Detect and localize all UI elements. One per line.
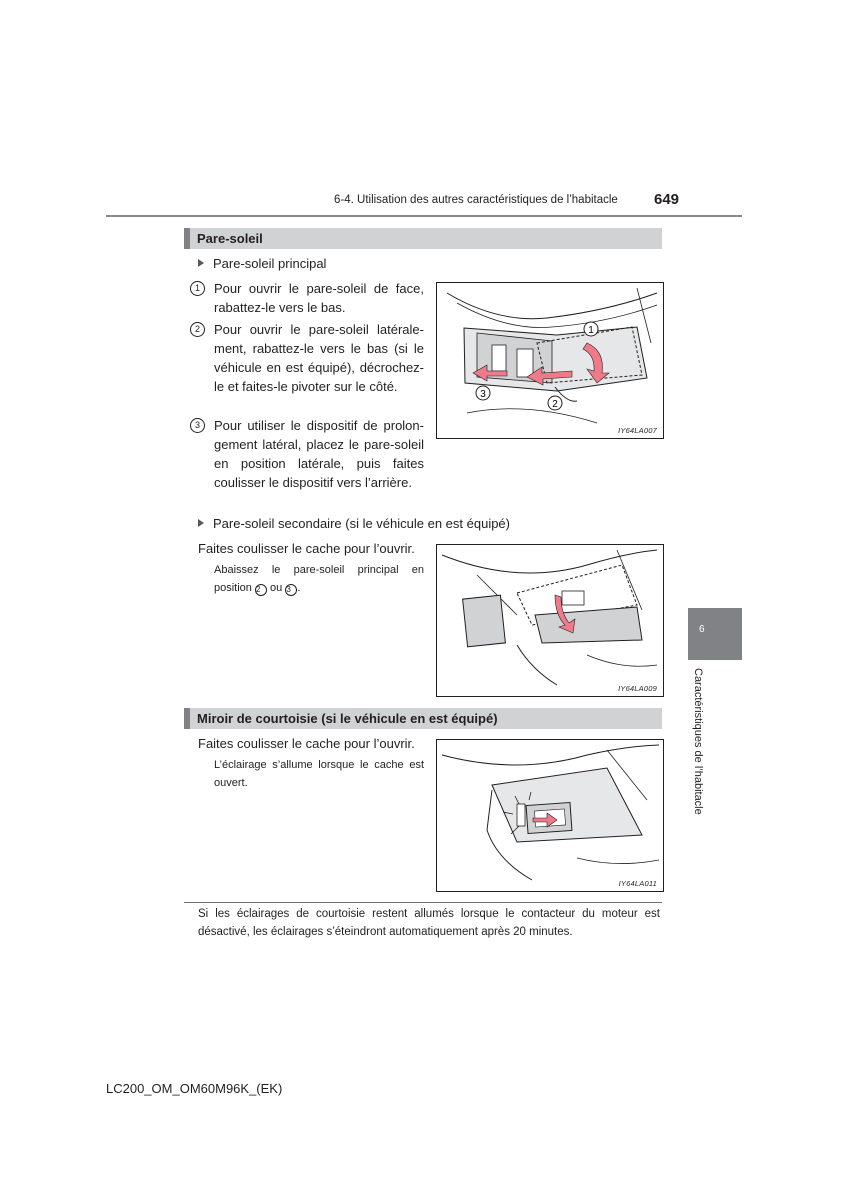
chapter-tab	[688, 608, 742, 660]
section-title: Miroir de courtoisie (si le véhicule en est équipé)	[197, 711, 498, 726]
triangle-bullet-icon	[198, 259, 204, 267]
circled-number: 1	[190, 281, 205, 296]
section-title: Pare-soleil	[197, 231, 263, 246]
figure-code: IY64LA009	[618, 684, 657, 693]
note-text: Abaissez le pare-soleil principal en position	[214, 564, 424, 594]
instruction-note	[214, 561, 424, 597]
figure-secondary-visor	[436, 544, 664, 697]
circled-number: 3	[190, 418, 205, 433]
circled-number: 3	[285, 584, 297, 596]
instruction-note: L’éclairage s’allume lorsque le cache est ouvert.	[214, 759, 424, 789]
bullet-label: Pare-soleil principal	[213, 256, 327, 271]
step-item-3	[190, 416, 424, 492]
section-heading-vanity-mirror	[184, 708, 662, 729]
triangle-bullet-icon	[198, 519, 204, 527]
chapter-tab-label: Caractéristiques de l’habitacle	[692, 668, 704, 815]
chapter-title: 6-4. Utilisation des autres caractéristiques de l’habitacle	[334, 194, 618, 206]
circled-number: 2	[255, 584, 267, 596]
callout-1-label: 1	[588, 325, 594, 336]
secondary-visor-illustration	[437, 545, 663, 696]
bullet-main-visor	[198, 256, 326, 271]
callout-3-label: 3	[480, 389, 486, 400]
instruction-text: Faites coulisser le cache pour l’ouvrir.	[198, 541, 415, 556]
page-number: 649	[654, 191, 680, 208]
note-text: .	[297, 582, 301, 594]
document-code: LC200_OM_OM60M96K_(EK)	[106, 1081, 283, 1096]
note-rule	[184, 902, 662, 903]
circled-number: 2	[190, 322, 205, 337]
figure-vanity-mirror	[436, 739, 664, 892]
step-item-1	[190, 279, 424, 317]
step-text: Pour ouvrir le pare-soleil de face, rabattez-le vers le bas.	[214, 281, 424, 315]
instruction-text: Faites coulisser le cache pour l’ouvrir.	[198, 736, 415, 751]
figure-sun-visor-main	[436, 282, 664, 439]
figure-code: IY64LA007	[618, 426, 657, 435]
callout-2-label: 2	[552, 399, 558, 410]
sun-visor-illustration	[437, 283, 663, 438]
figure-code: IY64LA011	[618, 879, 657, 888]
step-text: Pour ouvrir le pare-soleil latéralement, rabattez-le vers le bas (si le véhicule en est équipé), décrochez-le et faites-le pivoter sur le côté.	[214, 322, 424, 394]
note-text: ou	[270, 582, 283, 594]
chapter-tab-number: 6	[699, 624, 705, 635]
section-marker	[184, 228, 190, 249]
bullet-label: Pare-soleil secondaire (si le véhicule en est équipé)	[213, 516, 510, 531]
vanity-mirror-illustration	[437, 740, 663, 891]
header-rule	[106, 215, 742, 217]
bottom-note: Si les éclairages de courtoisie restent allumés lorsque le contacteur du moteur est désactivé, les éclairages s’éteindront automatiquement après 20 minutes.	[198, 908, 660, 938]
section-heading-sun-visor	[184, 228, 662, 249]
step-item-2	[190, 320, 424, 396]
step-text: Pour utiliser le dispositif de prolongement latéral, placez le pare-soleil en position latérale, puis faites coulisser le dispositif vers l’arrière.	[214, 418, 424, 490]
bullet-secondary-visor	[198, 516, 510, 531]
section-marker	[184, 708, 190, 729]
